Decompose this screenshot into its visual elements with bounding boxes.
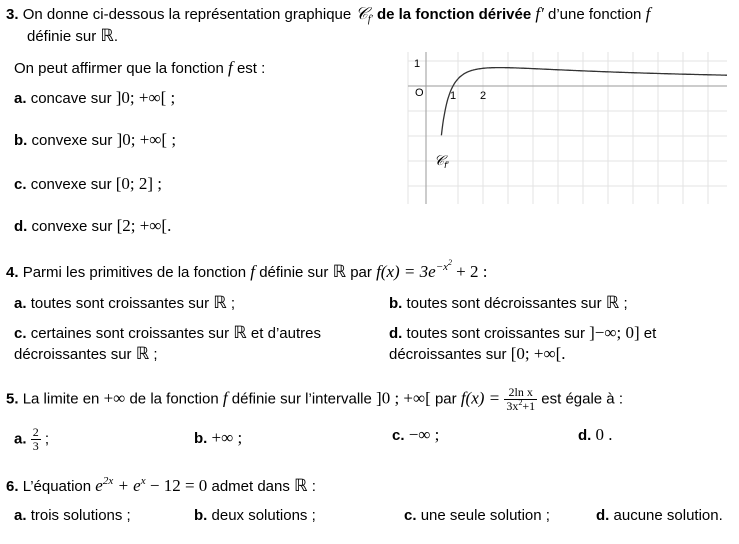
q3-dot: . (113, 28, 119, 45)
q3-defined-text: définie sur (27, 28, 97, 45)
derivative-graph (395, 52, 727, 204)
q5-text-b: de la fonction (129, 390, 219, 408)
q4-option-a-text: toutes sont croissantes sur (30, 295, 210, 312)
q4-option-c-text2: et d’autres (250, 325, 321, 342)
q4-option-a-end: ; (230, 295, 236, 312)
q3-option-d-text: convexe sur (31, 218, 113, 235)
q5-text-e: est égale à : (541, 390, 623, 408)
q3-bold-text: de la fonction dérivée (376, 6, 532, 23)
q5-option-c[interactable] (392, 425, 439, 445)
q3-option-a-label: a. (14, 90, 27, 107)
q4-number: 4. (6, 264, 19, 281)
q6-option-a-text: trois solutions ; (30, 507, 131, 524)
q6-equation: $e^{2x} + e^x - 12 = 0$ (95, 475, 208, 495)
q6-option-d-label: d. (596, 507, 610, 524)
q4-option-d-line2-text: décroissantes sur (389, 346, 507, 363)
graph-grid (408, 52, 727, 204)
q4-option-c-end: ; (153, 346, 158, 363)
x-tick-label-1: 1 (450, 90, 457, 102)
q4-option-d-label: d. (389, 325, 403, 342)
q6-option-b-text: deux solutions ; (211, 507, 316, 524)
q6-option-c[interactable] (404, 507, 550, 524)
q3-number: 3. (6, 6, 19, 23)
q5-option-b-label: b. (194, 430, 208, 447)
q4-option-c-line2-text: décroissantes sur (14, 346, 132, 363)
q5-option-a-end: ; (44, 430, 50, 448)
curve-label: 𝒞$_{f'}$ (434, 152, 449, 170)
q3-option-a-math: ]0; +∞[ ; (115, 88, 176, 107)
q3-prompt-text: On peut affirmer que la fonction (14, 60, 224, 77)
q5-option-c-label: c. (392, 427, 405, 444)
q5-fraction-num: 2ln x (504, 386, 537, 400)
q4-option-c-line2 (14, 344, 158, 364)
q4-R: ℝ (332, 262, 347, 281)
q6-text-b: admet dans (211, 478, 290, 495)
q3-line1 (6, 4, 650, 24)
q6-colon: : (311, 478, 316, 495)
q5-option-b[interactable] (194, 428, 242, 448)
q6-number: 6. (6, 478, 19, 495)
q3-intro-text-b: d’une fonction (547, 6, 642, 23)
q5-option-a-label: a. (14, 430, 27, 448)
q4-option-d-math2: [0; +∞[. (510, 344, 566, 363)
q3-option-d-math: [2; +∞[. (116, 216, 172, 235)
q4-option-a[interactable] (14, 293, 235, 313)
q5-option-a-fraction (31, 426, 41, 453)
q4-line1 (6, 258, 488, 282)
x-tick-label-2: 2 (480, 90, 487, 102)
q6-line1 (6, 476, 316, 496)
q4-option-d-line2 (389, 344, 566, 364)
q5-interval: ]0 ; +∞[ (376, 388, 431, 408)
q4-option-c-text1: certaines sont croissantes sur (30, 325, 230, 342)
q4-option-b-end: ; (623, 295, 628, 312)
q4-text-a: Parmi les primitives de la fonction (22, 264, 247, 281)
q3-option-b[interactable] (14, 130, 176, 150)
q6-option-c-text: une seule solution ; (420, 507, 550, 524)
q4-option-d-math1: ]−∞; 0] (589, 323, 640, 342)
q4-option-b-R: ℝ (605, 293, 620, 312)
q4-option-b-label: b. (389, 295, 403, 312)
q3-option-c[interactable] (14, 174, 162, 194)
q3-option-c-math: [0; 2] ; (115, 174, 163, 193)
q3-option-b-text: convexe sur (31, 132, 113, 149)
q6-option-a[interactable] (14, 507, 131, 524)
q5-pinf: +∞ (103, 388, 126, 408)
q6-option-b-label: b. (194, 507, 208, 524)
q3-prompt-f: f (228, 58, 233, 77)
q4-option-a-label: a. (14, 295, 27, 312)
q6-option-d-text: aucune solution. (613, 507, 723, 524)
y-tick-label: 1 (414, 58, 421, 70)
q4-option-c-R: ℝ (233, 323, 247, 342)
q6-R: ℝ (294, 476, 308, 495)
q3-curve-name: 𝒞$_{f'}$ (355, 4, 373, 25)
q3-intro-text: On donne ci-dessous la représentation graphique (22, 6, 352, 23)
q4-option-c-label: c. (14, 325, 27, 342)
q5-fraction-den: $3x^2+1$ (506, 398, 536, 413)
q3-option-d-label: d. (14, 218, 28, 235)
q5-option-c-math: −∞ ; (408, 425, 440, 444)
q4-formula: $f(x) = 3e^{-x^2}$ (376, 258, 452, 281)
q6-option-a-label: a. (14, 507, 27, 524)
q3-option-a[interactable] (14, 88, 175, 108)
q3-fprime: f′ (535, 4, 544, 23)
q5-option-d-math: 0 . (595, 425, 613, 444)
q6-option-d[interactable] (596, 507, 723, 524)
q4-option-c[interactable] (14, 323, 321, 343)
q3-line2 (27, 26, 118, 46)
q5-text-c: définie sur l’intervalle (231, 390, 372, 408)
q4-option-b-text: toutes sont décroissantes sur (406, 295, 602, 312)
q6-option-b[interactable] (194, 507, 316, 524)
origin-label: O (415, 87, 424, 99)
q3-option-c-label: c. (14, 176, 27, 193)
q4-text-c: par (350, 264, 372, 281)
q4-option-c-line2-R: ℝ (135, 344, 150, 363)
q6-option-c-label: c. (404, 507, 417, 524)
q3-prompt-end: est : (236, 60, 266, 77)
q5-text-a: La limite en (22, 390, 100, 408)
q4-f: f (250, 262, 256, 281)
q4-option-a-R: ℝ (213, 293, 227, 312)
q3-R: ℝ (100, 26, 114, 45)
q4-option-d-text2: et (643, 325, 657, 342)
q5-option-a-num: 2 (32, 425, 39, 439)
q5-option-a-den: 3 (32, 439, 39, 453)
q3-prompt (14, 58, 265, 78)
q3-option-a-text: concave sur (30, 90, 112, 107)
q6-text-a: L’équation (22, 478, 92, 495)
q3-f: f (645, 4, 651, 23)
q3-option-b-math: ]0; +∞[ ; (116, 130, 177, 149)
q3-option-c-text: convexe sur (30, 176, 112, 193)
q5-option-b-math: +∞ ; (211, 428, 243, 447)
q5-number: 5. (6, 390, 19, 408)
q4-option-d[interactable] (389, 323, 656, 343)
q4-formula-tail: + 2 : (456, 262, 488, 281)
q5-fx: f(x) = (460, 388, 501, 408)
q3-option-d[interactable] (14, 216, 171, 236)
q5-fraction (504, 386, 537, 413)
q5-option-d[interactable] (578, 425, 613, 445)
q4-option-d-text1: toutes sont croissantes sur (406, 325, 585, 342)
q4-option-b[interactable] (389, 293, 628, 313)
q3-option-b-label: b. (14, 132, 28, 149)
q4-text-b: définie sur (259, 264, 329, 281)
q5-option-d-label: d. (578, 427, 592, 444)
q5-option-a[interactable] (14, 426, 49, 453)
q5-text-d: par (434, 390, 457, 408)
q5-line1 (6, 386, 623, 413)
q5-f: f (222, 388, 228, 408)
